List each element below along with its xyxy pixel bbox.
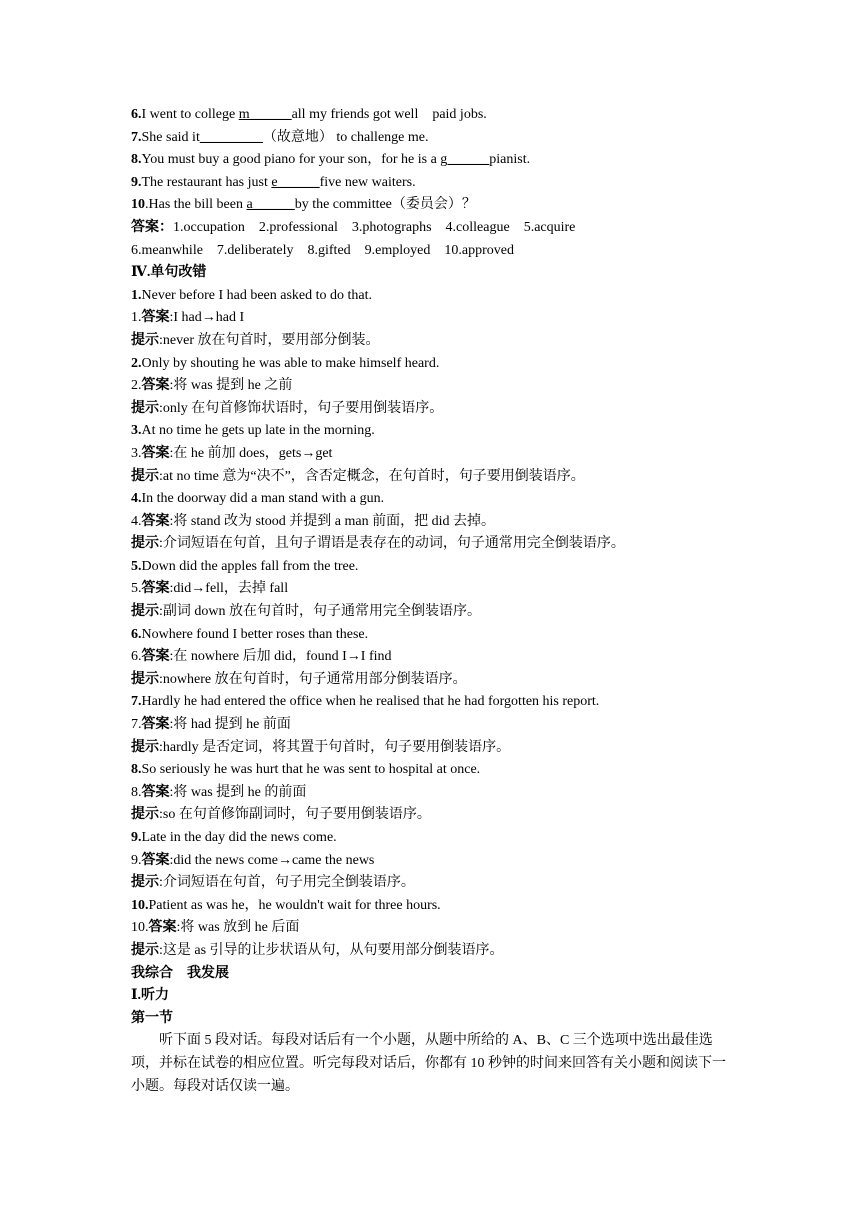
item-number: 7. [131,129,142,145]
error-sentence: 4.In the doorway did a man stand with a gun. [131,491,385,507]
blank: m______ [238,107,292,122]
answer-label: 答案 [148,920,177,936]
error-sentence: 6.Nowhere found I better roses than these. [131,626,369,642]
hint-line: 提示:nowhere 放在句首时，句子通常用部分倒装语序。 [131,671,467,687]
answer-label: 答案 [141,717,170,733]
error-sentence: 5.Down did the apples fall from the tree. [131,558,359,574]
answer-label: 答案 [141,513,170,529]
error-sentence: 8.So seriously he was hurt that he was sent to hospital at once. [131,762,481,778]
item-number: 6. [131,107,142,122]
answer-label: 答案 [141,310,170,326]
hint-label: 提示 [131,671,159,687]
part-heading: 我综合 我发展 [131,965,229,981]
section-heading: Ⅳ.单句改错 [131,265,207,281]
error-sentence: 2.Only by shouting he was able to make himself heard. [131,355,440,371]
blank: g______ [440,152,490,168]
hint-line: 提示:这是 as 引导的让步状语从句，从句要用部分倒装语序。 [131,942,504,958]
fill-item: 7.She said it_________（故意地） to challenge me. [131,129,429,145]
item-number: 9. [131,174,142,190]
answer-line: 3.答案:在 he 前加 does，gets→get [131,445,333,461]
fill-item: 10.Has the bill been a______by the committee（委员会）？ [131,197,476,213]
item-number: 4. [131,491,142,507]
hint-label: 提示 [131,739,159,755]
hint-line: 提示:only 在句首修饰状语时，句子要用倒装语序。 [131,400,444,416]
error-sentence: 1.Never before I had been asked to do that. [131,287,373,303]
hint-label: 提示 [131,875,159,891]
error-sentence: 10.Patient as was he，he wouldn't wait for three hours. [131,897,441,913]
fill-item: 6.I went to college m______all my friends got well paid jobs. [131,107,487,122]
answer-line: 5.答案:did→fell，去掉 fall [131,581,289,597]
item-number: 3. [131,423,142,439]
item-number: 2. [131,355,142,371]
hint-line: 提示:副词 down 放在句首时，句子通常用完全倒装语序。 [131,604,481,620]
hint-line: 提示:so 在句首修饰副词时，句子要用倒装语序。 [131,807,431,823]
answer-label: 答案 [141,445,170,461]
answer-line: 9.答案:did the news come→came the news [131,852,375,868]
fill-item: 9.The restaurant has just e______five new waiters. [131,174,416,190]
answers-line-1: 答案：1.occupation 2.professional 3.photographs 4.colleague 5.acquire [131,219,576,235]
listening-heading: Ⅰ.听力 [131,988,170,1004]
item-number: 5. [131,558,142,574]
hint-label: 提示 [131,468,159,484]
error-sentence: 7.Hardly he had entered the office when he realised that he had forgotten his report. [131,694,600,710]
hint-label: 提示 [131,604,159,620]
error-sentence: 9.Late in the day did the news come. [131,830,337,845]
answer-line: 4.答案:将 stand 改为 stood 并提到 a man 前面，把 did 去掉。 [131,513,495,529]
document-page [131,104,731,1098]
error-correction-exercise [131,285,731,963]
item-number: 6. [131,626,142,642]
item-number: 9. [131,830,142,845]
answer-label: 答案 [141,649,170,665]
answer-label: 答案 [141,784,170,800]
item-number: 8. [131,762,142,778]
answer-label: 答案 [141,581,170,597]
answer-line: 8.答案:将 was 提到 he 的前面 [131,784,307,800]
hint-label: 提示 [131,942,159,958]
answer-line: 7.答案:将 had 提到 he 前面 [131,717,291,733]
item-number: 8. [131,152,142,168]
item-number: 1. [131,287,142,303]
error-sentence: 3.At no time he gets up late in the morning. [131,423,375,439]
hint-label: 提示 [131,807,159,823]
fill-in-exercise [131,104,731,217]
item-number: 10 [131,197,145,213]
item-number: 7. [131,694,142,710]
listening-instructions: 听下面 5 段对话。每段对话后有一个小题，从题中所给的 A、B、C 三个选项中选出最佳选项，并标在试卷的相应位置。听完每段对话后，你都有 10 秒钟的时间来回答有关小题和阅读下一小题。每段对话仅读一遍。 [131,1033,726,1094]
hint-line: 提示:介词短语在句首，句子用完全倒装语序。 [131,875,415,891]
blank: _________ [199,129,263,145]
item-number: 10. [131,897,149,913]
answer-line: 1.答案:I had→had I [131,310,245,326]
blank: a______ [246,197,295,213]
answers-line-2: 6.meanwhile 7.deliberately 8.gifted 9.employed 10.approved [131,242,514,258]
fill-item: 8.You must buy a good piano for your son，for he is a g______pianist. [131,152,531,168]
hint-label: 提示 [131,332,159,348]
answer-label: 答案 [141,852,170,868]
hint-line: 提示:hardly 是否定词，将其置于句首时，句子要用倒装语序。 [131,739,511,755]
hint-line: 提示:at no time 意为“决不”，含否定概念，在句首时，句子要用倒装语序。 [131,468,585,484]
answer-line: 10.答案:将 was 放到 he 后面 [131,920,300,936]
blank: e______ [271,174,320,190]
hint-line: 提示:never 放在句首时，要用部分倒装。 [131,332,380,348]
hint-label: 提示 [131,536,159,552]
answer-line: 2.答案:将 was 提到 he 之前 [131,378,293,394]
answers-label: 答案： [131,219,173,235]
answer-label: 答案 [141,378,170,394]
answer-line: 6.答案:在 nowhere 后加 did，found I→I find [131,649,392,665]
hint-line: 提示:介词短语在句首，且句子谓语是表存在的动词，句子通常用完全倒装语序。 [131,536,625,552]
subsection-heading: 第一节 [131,1010,173,1026]
hint-label: 提示 [131,400,159,416]
